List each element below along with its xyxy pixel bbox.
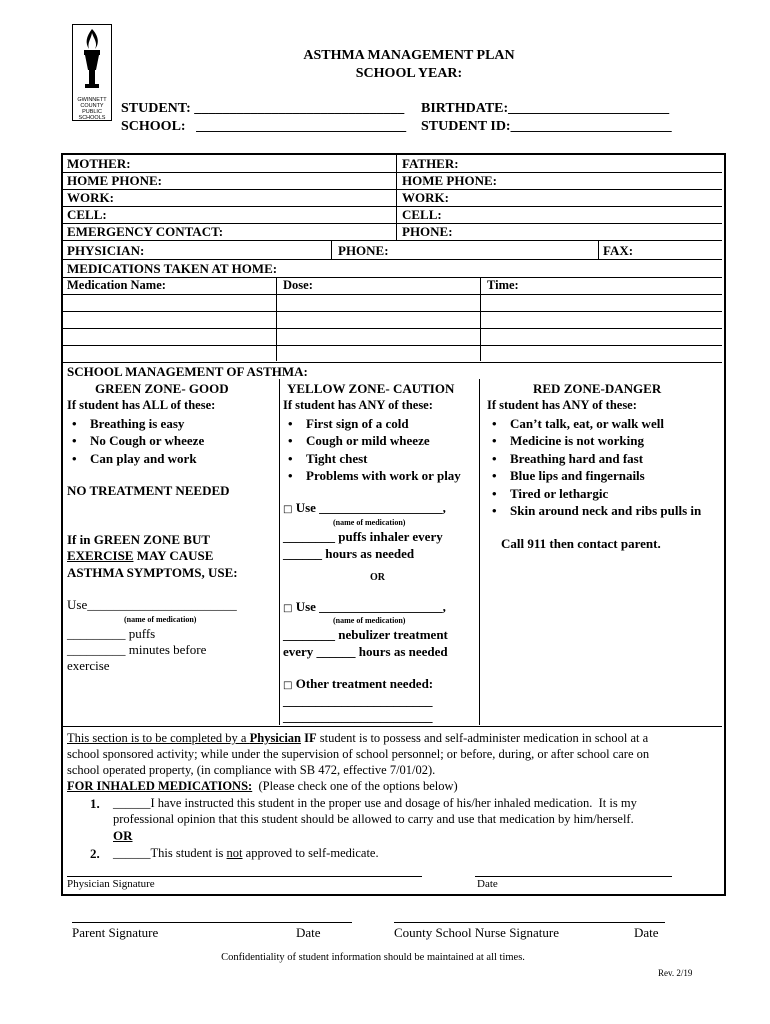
green-zone-title: GREEN ZONE- GOOD [95, 381, 229, 396]
school-field[interactable]: SCHOOL: ______________________________ [121, 119, 407, 134]
zones-heading: SCHOOL MANAGEMENT OF ASTHMA: [67, 364, 308, 379]
physician-section-line-3: school operated property, (in compliance with SB 472, effective 7/01/02). [67, 763, 436, 777]
yellow-zone-title: YELLOW ZONE- CAUTION [287, 381, 455, 396]
yellow-zone-intro: If student has ANY of these: [283, 398, 433, 412]
red-symptom: • Skin around neck and ribs pulls in [510, 503, 701, 519]
work-left[interactable]: WORK: [67, 190, 114, 205]
option-2-text[interactable] [113, 846, 379, 861]
yellow-nebulizer-field[interactable]: ________ nebulizer treatment [283, 627, 448, 642]
exercise-line-2 [67, 548, 213, 564]
checkbox-icon[interactable]: □ [283, 680, 293, 691]
option-2-text-a: ______This student is [113, 846, 227, 860]
green-name-of-medication: (name of medication) [124, 615, 197, 624]
red-symptom: • Tired or lethargic [510, 486, 608, 502]
physician-if: IF [301, 731, 317, 745]
call-911-instruction: Call 911 then contact parent. [501, 536, 661, 551]
checkbox-icon[interactable]: □ [283, 504, 293, 515]
emergency-phone-field[interactable]: PHONE: [402, 224, 453, 239]
physician-intro-a: This section is to be completed by a [67, 731, 250, 745]
emergency-contact-field[interactable]: EMERGENCY CONTACT: [67, 224, 224, 239]
green-exercise-word: exercise [67, 658, 110, 673]
yellow-other-treatment[interactable] [283, 676, 433, 692]
exercise-line-3: ASTHMA SYMPTOMS, USE: [67, 565, 238, 580]
physician-word: Physician [249, 731, 302, 745]
yellow-use-2-field[interactable]: Use ___________________, [295, 599, 446, 614]
red-zone-intro: If student has ANY of these: [487, 398, 637, 412]
other-treatment-blank-2[interactable]: _______________________ [283, 709, 433, 724]
yellow-puffs-field[interactable]: ________ puffs inhaler every [283, 529, 443, 544]
work-right[interactable]: WORK: [402, 190, 449, 205]
parent-date-label: Date [296, 925, 321, 940]
yellow-use-1[interactable] [283, 500, 446, 516]
cell-left[interactable]: CELL: [67, 207, 107, 222]
physician-section-line-1 [67, 731, 648, 746]
option-1-number: 1. [90, 796, 100, 811]
option-2-not: not [226, 846, 243, 860]
other-treatment-label: Other treatment needed: [295, 676, 434, 691]
option-2-number: 2. [90, 846, 100, 861]
green-zone-intro: If student has ALL of these: [67, 398, 216, 412]
yellow-symptom: • Cough or mild wheeze [306, 433, 430, 449]
student-field[interactable]: STUDENT: ______________________________ [121, 101, 405, 116]
fax-field[interactable]: FAX: [603, 243, 634, 258]
student-id-field[interactable]: STUDENT ID:_______________________ [421, 119, 672, 134]
nurse-date-label: Date [634, 925, 659, 940]
nurse-signature-line[interactable] [394, 922, 665, 923]
green-symptom: • No Cough or wheeze [90, 433, 204, 449]
physician-section-line-2: school sponsored activity; while under the supervision of school personnel; or before, during, or after school care on [67, 747, 650, 761]
col-dose: Dose: [283, 278, 313, 292]
physician-signature-label: Physician Signature [67, 878, 155, 890]
yellow-symptom: • First sign of a cold [306, 416, 409, 432]
red-symptom: • Blue lips and fingernails [510, 468, 645, 484]
confidentiality-note: Confidentiality of student information should be maintained at all times. [221, 952, 525, 963]
medications-heading: MEDICATIONS TAKEN AT HOME: [67, 261, 278, 276]
yellow-symptom: • Problems with work or play [306, 468, 461, 484]
logo-text-4: SCHOOLS [78, 115, 106, 121]
home-phone-right[interactable]: HOME PHONE: [402, 173, 497, 188]
red-symptom: • Can’t talk, eat, or walk well [510, 416, 664, 432]
green-use-field[interactable]: Use_______________________ [67, 597, 237, 612]
physician-phone-field[interactable]: PHONE: [338, 243, 389, 258]
red-zone-title: RED ZONE-DANGER [533, 381, 662, 396]
inhaled-medications-instruction: (Please check one of the options below) [252, 779, 458, 793]
physician-signature-line[interactable] [67, 876, 422, 877]
other-treatment-blank-1[interactable]: _______________________ [283, 693, 433, 708]
green-puffs-field[interactable]: _________ puffs [67, 626, 156, 641]
checkbox-icon[interactable]: □ [283, 603, 293, 614]
yellow-symptom: • Tight chest [306, 451, 368, 467]
father-field[interactable]: FATHER: [402, 156, 459, 171]
cell-right[interactable]: CELL: [402, 207, 442, 222]
exercise-line-1: If in GREEN ZONE BUT [67, 532, 211, 547]
revision-label: Rev. 2/19 [658, 968, 693, 978]
yellow-or: OR [370, 572, 385, 583]
exercise-may-cause: MAY CAUSE [133, 548, 214, 563]
logo-text-2: COUNTY [80, 103, 104, 109]
page-title: ASTHMA MANAGEMENT PLAN [303, 48, 515, 63]
physician-field[interactable]: PHYSICIAN: [67, 243, 145, 258]
col-time: Time: [487, 278, 519, 292]
inhaled-medications-label: FOR INHALED MEDICATIONS: [67, 779, 253, 793]
option-or: OR [113, 828, 133, 843]
physician-date-line[interactable] [475, 876, 672, 877]
red-symptom: • Medicine is not working [510, 433, 644, 449]
exercise-word: EXERCISE [67, 548, 134, 563]
logo-text-3: PUBLIC [82, 109, 102, 115]
school-year-label: SCHOOL YEAR: [355, 66, 463, 81]
green-symptom: • Can play and work [90, 451, 197, 467]
yellow-hours-field-1[interactable]: ______ hours as needed [283, 546, 415, 561]
nurse-signature-label: County School Nurse Signature [394, 925, 560, 940]
parent-signature-line[interactable] [72, 922, 352, 923]
yellow-use-1-field[interactable]: Use ___________________, [295, 500, 446, 515]
yellow-hours-field-2[interactable]: every ______ hours as needed [283, 644, 448, 659]
physician-intro-d: student is to possess and self-administer medication in school at a [316, 731, 649, 745]
no-treatment-needed: NO TREATMENT NEEDED [67, 483, 230, 498]
col-medication-name: Medication Name: [67, 278, 166, 292]
yellow-name-of-medication-1: (name of medication) [333, 518, 406, 527]
yellow-name-of-medication-2: (name of medication) [333, 616, 406, 625]
option-1-text-a[interactable]: ______I have instructed this student in the proper use and dosage of his/her inhaled medication. It is my [113, 796, 637, 810]
yellow-use-2[interactable] [283, 599, 446, 615]
birthdate-field[interactable]: BIRTHDATE:_______________________ [421, 101, 670, 116]
logo-text-1: GWINNETT [77, 97, 107, 103]
parent-signature-label: Parent Signature [72, 925, 159, 940]
inhaled-medications-line [67, 779, 458, 794]
green-symptom: • Breathing is easy [90, 416, 184, 432]
option-1-text-b: professional opinion that this student should be allowed to carry and use that medication by him/herself. [113, 812, 634, 826]
green-minutes-field[interactable]: _________ minutes before [67, 642, 207, 657]
mother-field[interactable]: MOTHER: [67, 156, 131, 171]
red-symptom: • Breathing hard and fast [510, 451, 643, 467]
option-2-text-b: approved to self-medicate. [242, 846, 379, 860]
home-phone-left[interactable]: HOME PHONE: [67, 173, 162, 188]
physician-date-label: Date [477, 878, 498, 890]
